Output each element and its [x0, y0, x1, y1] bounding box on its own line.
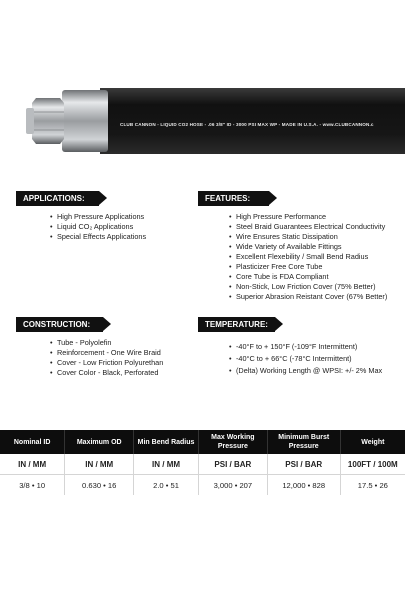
temperature-label: TEMPERATURE:: [198, 317, 275, 332]
table-row: [0, 475, 405, 496]
temperature-list: [229, 341, 382, 377]
list-item: • Liquid CO₂ Applications: [50, 222, 146, 232]
hose-product-image: [0, 0, 405, 175]
list-item: • High Pressure Performance: [229, 212, 387, 222]
list-item: • Reinforcement - One Wire Braid: [50, 348, 163, 358]
construction-list: [50, 338, 163, 378]
table-cell: 17.5 • 26: [340, 475, 405, 496]
table-cell: PSI / BAR: [267, 454, 340, 475]
hose-print-text: CLUB CANNON - LIQUID CO2 HOSE - .06 3/8" ID - 3000 PSI MAX WP - MADE IN U.S.A. - www.CLUBCANNON.c: [120, 122, 374, 127]
table-cell: IN / MM: [134, 454, 199, 475]
header-maximum-od: Maximum OD: [65, 430, 134, 454]
table-header-row: [0, 430, 405, 454]
header-min-burst-pressure: Minimum Burst Pressure: [267, 430, 340, 454]
table-cell: 3/8 • 10: [19, 480, 46, 490]
features-list: [229, 212, 387, 302]
list-item: • Excellent Flexebility / Small Bend Radius: [229, 252, 387, 262]
list-item: • Tube - Polyolefin: [50, 338, 163, 348]
header-weight: Weight: [340, 430, 405, 454]
list-item: • Non-Stick, Low Friction Cover (75% Better): [229, 282, 387, 292]
table-row: [0, 454, 405, 475]
construction-label: CONSTRUCTION:: [16, 317, 103, 332]
list-item: • Wire Ensures Static Dissipation: [229, 232, 387, 242]
header-max-working-pressure: Max Working Pressure: [198, 430, 267, 454]
list-item: • Cover - Low Friction Polyurethan: [50, 358, 163, 368]
table-cell: IN / MM: [0, 454, 65, 475]
features-label: FEATURES:: [198, 191, 269, 206]
table-cell: 2.0 • 51: [134, 475, 199, 496]
list-item: • Steel Braid Guarantees Electrical Conductivity: [229, 222, 387, 232]
applications-label: APPLICATIONS:: [16, 191, 99, 206]
specs-table: [0, 430, 405, 495]
hose-body: [100, 88, 405, 154]
table-cell: IN / MM: [65, 454, 134, 475]
hose-illustration: [0, 0, 405, 175]
list-item: • Special Effects Applications: [50, 232, 146, 242]
table-cell: 3,000 • 207: [198, 475, 267, 496]
header-nominal-id: Nominal ID: [0, 430, 65, 454]
header-min-bend-radius: Min Bend Radius: [134, 430, 199, 454]
list-item: • Cover Color - Black, Perforated: [50, 368, 163, 378]
table-cell: 12,000 • 828: [267, 475, 340, 496]
applications-list: [50, 212, 146, 242]
list-item: • -40°C to + 66°C (-78°C Intermittent): [229, 353, 382, 365]
hose-ferrule: [62, 90, 108, 152]
list-item: • Wide Variety of Available Fittings: [229, 242, 387, 252]
table-cell: 0.630 • 16: [65, 475, 134, 496]
list-item: • Superior Abrasion Reistant Cover (67% Better): [229, 292, 387, 302]
list-item: • -40°F to + 150°F (-109°F Intermittent): [229, 341, 382, 353]
table-cell: 100FT / 100M: [340, 454, 405, 475]
list-item: • (Delta) Working Length @ WPSI: +/- 2% Max: [229, 365, 382, 377]
table-cell: PSI / BAR: [198, 454, 267, 475]
list-item: • Core Tube is FDA Compliant: [229, 272, 387, 282]
hose-fitting-nut: [32, 98, 64, 144]
list-item: • Plasticizer Free Core Tube: [229, 262, 387, 272]
list-item: • High Pressure Applications: [50, 212, 146, 222]
